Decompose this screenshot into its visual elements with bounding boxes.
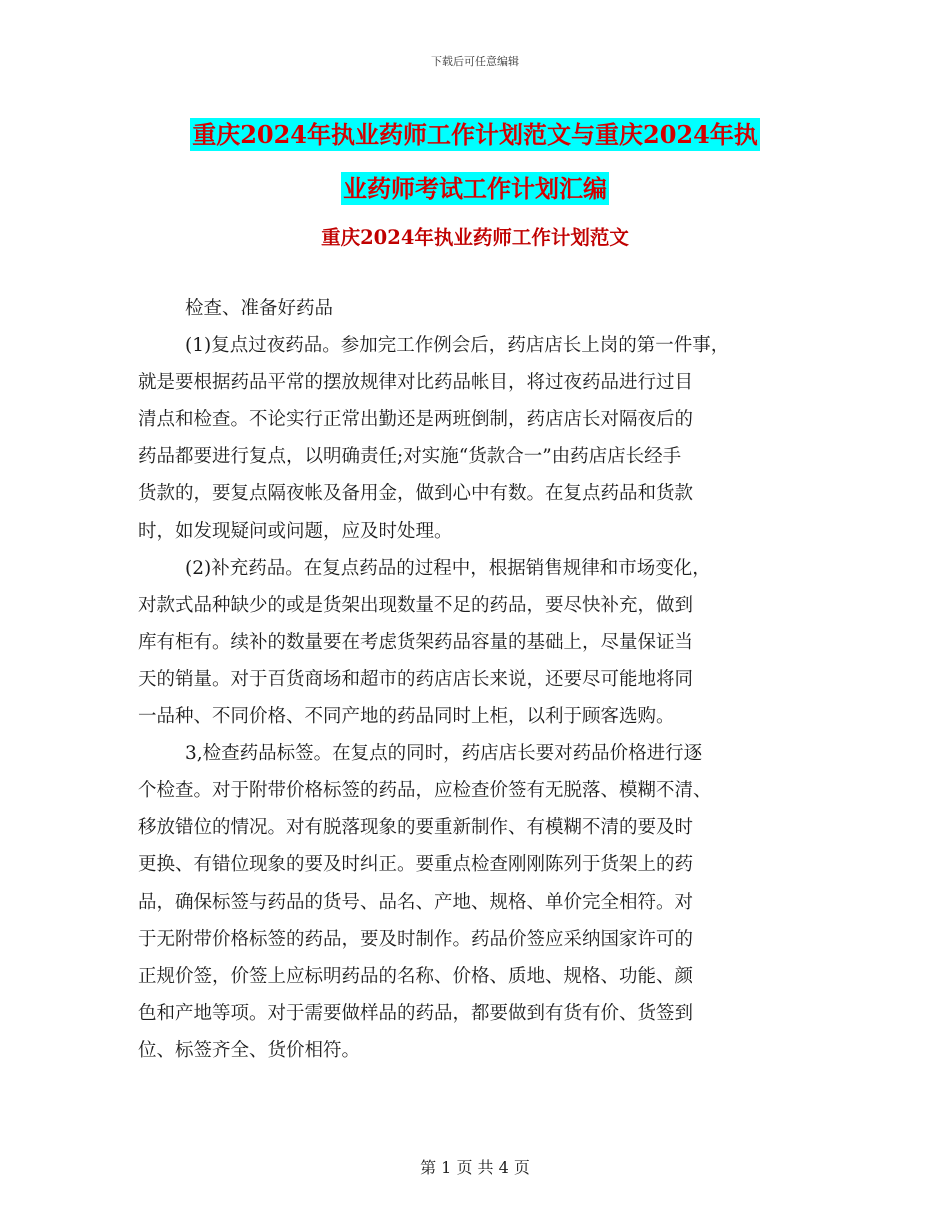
paragraph-line: 天的销量。对于百货商场和超市的药店店长来说，还要尽可能地将同 <box>138 668 694 690</box>
paragraph-line: 检查、准备好药品 <box>185 298 334 319</box>
paragraph-line: 色和产地等项。对于需要做样品的药品，都要做到有货有价、货签到 <box>138 1002 694 1024</box>
paragraph-line: (1)复点过夜药品。参加完工作例会后，药店店长上岗的第一件事， <box>185 335 730 357</box>
paragraph-line: 对款式品种缺少的或是货架出现数量不足的药品，要尽快补充，做到 <box>138 594 694 616</box>
paragraph-line: 清点和检查。不论实行正常出勤还是两班倒制，药店店长对隔夜后的 <box>138 409 694 431</box>
paragraph-line: 库有柜有。续补的数量要在考虑货架药品容量的基础上，尽量保证当 <box>138 631 694 653</box>
section-title: 重庆2024年执业药师工作计划范文 <box>321 226 629 249</box>
paragraph-line: 移放错位的情况。对有脱落现象的要重新制作、有模糊不清的要及时 <box>138 817 694 839</box>
document-title-line-1: 重庆2024年执业药师工作计划范文与重庆2024年执 <box>192 120 758 149</box>
paragraph-line: (2)补充药品。在复点药品的过程中，根据销售规律和市场变化， <box>185 557 711 579</box>
paragraph <box>138 290 828 327</box>
paragraph-line: 位、标签齐全、货价相符。 <box>138 1039 361 1061</box>
paragraph-line: 时，如发现疑问或问题，应及时处理。 <box>138 520 453 542</box>
paragraph <box>138 550 828 735</box>
document-title-line-2: 业药师考试工作计划汇编 <box>343 174 607 203</box>
document-title <box>0 108 950 216</box>
paragraph-line: 品，确保标签与药品的货号、品名、产地、规格、单价完全相符。对 <box>138 891 694 913</box>
header-note: 下载后可任意编辑 <box>431 55 519 68</box>
paragraph-line: 更换、有错位现象的要及时纠正。要重点检查刚刚陈列于货架上的药 <box>138 854 694 876</box>
paragraph <box>138 327 828 550</box>
paragraph-line: 正规价签，价签上应标明药品的名称、价格、质地、规格、功能、颜 <box>138 965 694 987</box>
paragraph-line: 货款的，要复点隔夜帐及备用金，做到心中有数。在复点药品和货款 <box>138 483 694 505</box>
paragraph-line: 就是要根据药品平常的摆放规律对比药品帐目，将过夜药品进行过目 <box>138 372 694 394</box>
paragraph-line: 药品都要进行复点，以明确责任;对实施“货款合一”由药店店长经手 <box>138 446 682 468</box>
paragraph-line: 一品种、不同价格、不同产地的药品同时上柜，以利于顾客选购。 <box>138 706 675 728</box>
paragraph-line: 于无附带价格标签的药品，要及时制作。药品价签应采纳国家许可的 <box>138 928 694 950</box>
body-text <box>138 290 828 1069</box>
page-footer: 第 1 页 共 4 页 <box>420 1158 530 1177</box>
paragraph <box>138 735 828 1069</box>
paragraph-line: 个检查。对于附带价格标签的药品，应检查价签有无脱落、模糊不清、 <box>138 780 712 802</box>
paragraph-line: 3,检查药品标签。在复点的同时，药店店长要对药品价格进行逐 <box>185 743 703 765</box>
